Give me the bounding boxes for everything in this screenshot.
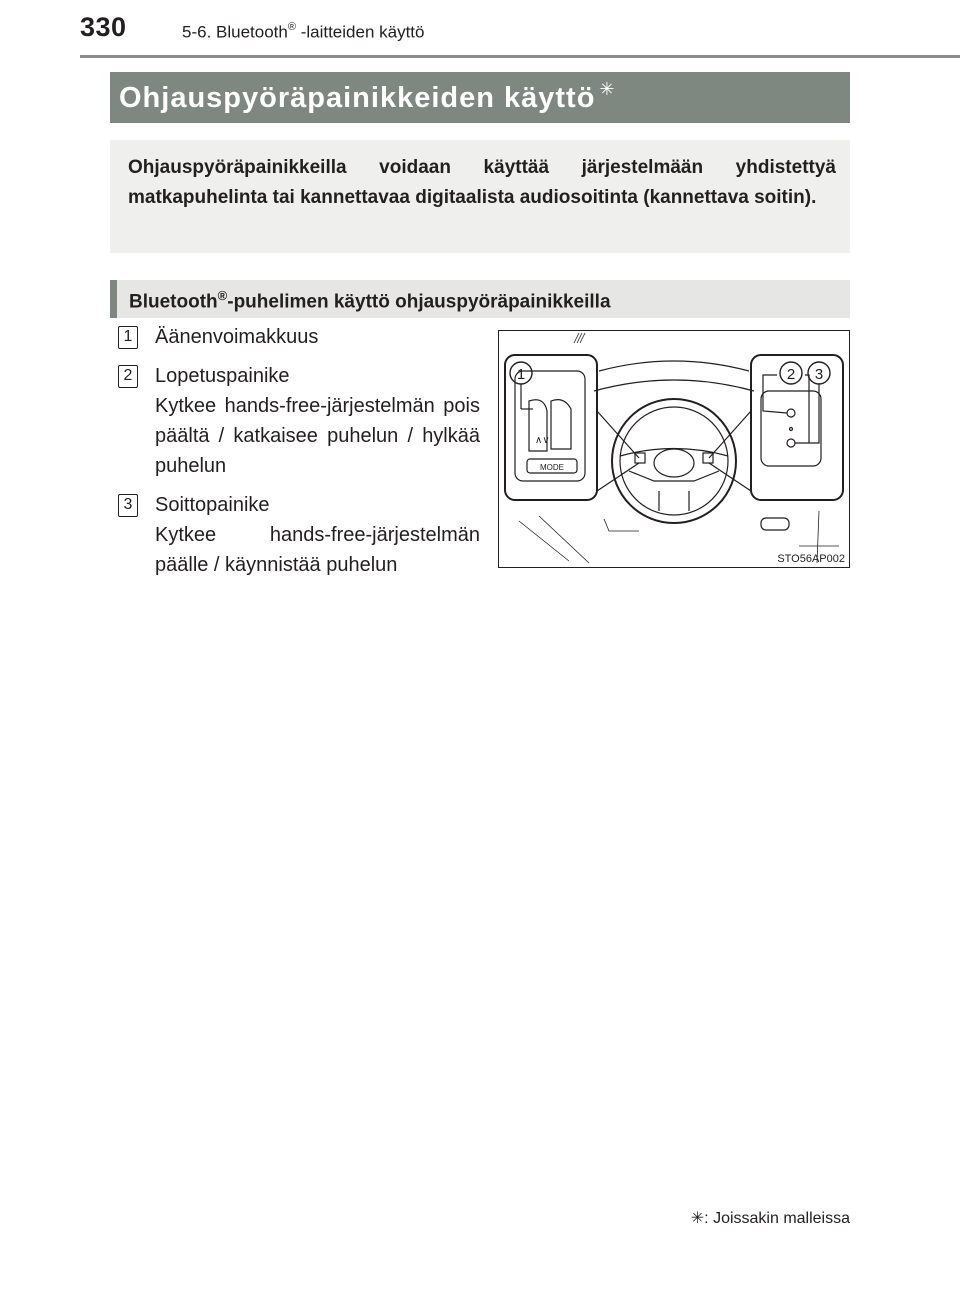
subheading-reg-mark: ® [217,288,228,303]
item-label: Lopetuspainike [155,365,290,387]
footnote-asterisk: ✳ [690,1210,705,1227]
number-badge: 3 [118,494,138,517]
steering-wheel-illustration [499,331,849,567]
subheading [129,288,611,313]
section-title [182,22,424,43]
subheading-bar [110,280,850,318]
item-list [114,322,480,589]
list-item [114,361,480,481]
callout-2: 2 [786,366,796,383]
item-description: Kytkee hands-free-järjestelmän pois päältä / katkaisee puhelun / hylkää puhelun [155,395,480,477]
header-rule [80,55,960,58]
number-badge: 1 [118,326,138,349]
item-label: Äänenvoimakkuus [155,326,319,348]
asterisk-mark: ✳ [599,79,616,99]
callout-3: 3 [814,366,824,383]
section-title-rest: -laitteiden käyttö [295,22,425,42]
subheading-text-rest: -puhelimen käyttö ohjauspyöräpainikkeilla [227,291,611,313]
callout-1: 1 [516,366,526,383]
page-title [119,79,616,115]
footnote [691,1208,850,1228]
page-title-text: Ohjauspyöräpainikkeiden käyttö [119,82,596,114]
figure [498,330,850,568]
figure-code: STO56AP002 [777,553,845,565]
footnote-text: : Joissakin malleissa [704,1210,850,1227]
intro-text: Ohjauspyöräpainikkeilla voidaan käyttää järjestelmään yhdistettyä matkapuhelinta tai kannettavaa digitaalista audiosoitinta (kannettava soitin). [128,157,836,208]
number-badge: 2 [118,365,138,388]
subheading-text: Bluetooth [129,291,218,313]
registered-mark: ® [287,21,296,33]
item-description: Kytkee hands-free-järjestelmän päälle / käynnistää puhelun [155,524,480,576]
mode-label: MODE [540,463,564,472]
item-label: Soittopainike [155,494,270,516]
steering-wheel-icon [612,399,736,523]
list-item [114,322,480,352]
section-title-text: 5-6. Bluetooth [182,22,288,42]
title-bar [110,72,850,123]
intro-box [110,140,850,253]
svg-text:∧∨: ∧∨ [535,435,550,446]
page-number: 330 [80,12,127,42]
right-switch-panel-icon [751,355,843,500]
list-item [114,490,480,580]
